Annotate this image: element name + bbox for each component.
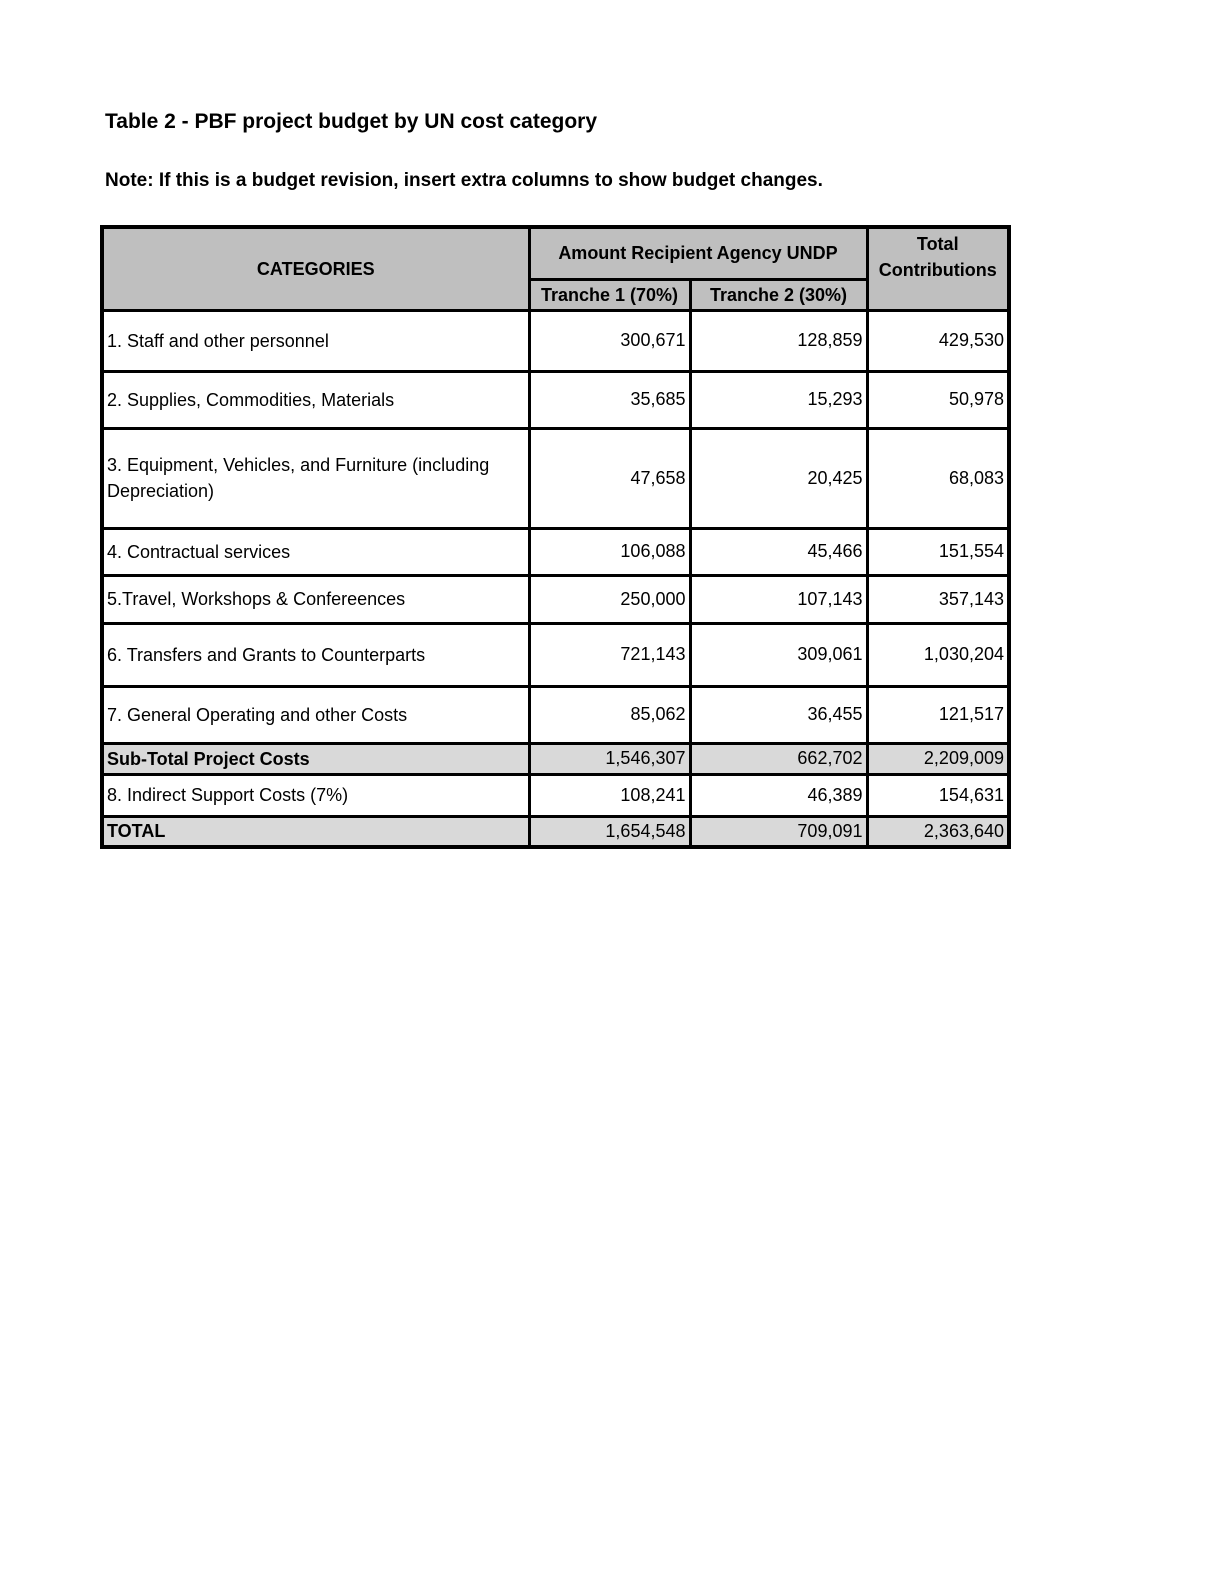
- row-total: 151,554: [867, 528, 1009, 575]
- grand-total-total: 2,363,640: [867, 816, 1009, 847]
- header-tranche-2: Tranche 2 (30%): [690, 279, 867, 310]
- row-tranche-1: 106,088: [529, 528, 690, 575]
- row-category: 2. Supplies, Commodities, Materials: [102, 371, 529, 428]
- row-category: 5.Travel, Workshops & Confereences: [102, 575, 529, 623]
- row-tranche-1: 300,671: [529, 310, 690, 371]
- row-tranche-1: 35,685: [529, 371, 690, 428]
- row-category: 1. Staff and other personnel: [102, 310, 529, 371]
- row-total: 357,143: [867, 575, 1009, 623]
- row-tranche-2: 36,455: [690, 686, 867, 743]
- row-tranche-2: 309,061: [690, 623, 867, 686]
- budget-table: [100, 225, 1011, 849]
- table-title: Table 2 - PBF project budget by UN cost category: [105, 110, 598, 133]
- row-total: 68,083: [867, 428, 1009, 528]
- indirect-label: 8. Indirect Support Costs (7%): [102, 774, 529, 816]
- subtotal-label: Sub-Total Project Costs: [102, 743, 529, 774]
- subtotal-tranche-2: 662,702: [690, 743, 867, 774]
- row-tranche-1: 250,000: [529, 575, 690, 623]
- header-amount-recipient: Amount Recipient Agency UNDP: [529, 227, 867, 279]
- subtotal-row: [102, 743, 1009, 774]
- row-category: 3. Equipment, Vehicles, and Furniture (including Depreciation): [102, 428, 529, 528]
- indirect-costs-row: [102, 774, 1009, 816]
- row-total: 50,978: [867, 371, 1009, 428]
- row-tranche-1: 85,062: [529, 686, 690, 743]
- table-row: [102, 528, 1009, 575]
- row-total: 121,517: [867, 686, 1009, 743]
- grand-total-row: [102, 816, 1009, 847]
- table-row: [102, 310, 1009, 371]
- row-tranche-2: 15,293: [690, 371, 867, 428]
- table-row: [102, 575, 1009, 623]
- row-category: 6. Transfers and Grants to Counterparts: [102, 623, 529, 686]
- row-tranche-2: 107,143: [690, 575, 867, 623]
- grand-total-tranche-2: 709,091: [690, 816, 867, 847]
- row-category: 7. General Operating and other Costs: [102, 686, 529, 743]
- table-row: [102, 428, 1009, 528]
- table-row: [102, 371, 1009, 428]
- header-categories: CATEGORIES: [102, 227, 529, 310]
- table-row: [102, 686, 1009, 743]
- grand-total-tranche-1: 1,654,548: [529, 816, 690, 847]
- row-tranche-1: 47,658: [529, 428, 690, 528]
- row-tranche-2: 128,859: [690, 310, 867, 371]
- subtotal-tranche-1: 1,546,307: [529, 743, 690, 774]
- row-total: 429,530: [867, 310, 1009, 371]
- budget-note: Note: If this is a budget revision, insert extra columns to show budget changes.: [105, 170, 823, 191]
- indirect-tranche-2: 46,389: [690, 774, 867, 816]
- row-tranche-1: 721,143: [529, 623, 690, 686]
- row-total: 1,030,204: [867, 623, 1009, 686]
- table-row: [102, 623, 1009, 686]
- indirect-tranche-1: 108,241: [529, 774, 690, 816]
- header-tranche-1: Tranche 1 (70%): [529, 279, 690, 310]
- row-category: 4. Contractual services: [102, 528, 529, 575]
- row-tranche-2: 20,425: [690, 428, 867, 528]
- subtotal-total: 2,209,009: [867, 743, 1009, 774]
- grand-total-label: TOTAL: [102, 816, 529, 847]
- row-tranche-2: 45,466: [690, 528, 867, 575]
- header-total-contributions: Total Contributions: [867, 227, 1009, 310]
- indirect-total: 154,631: [867, 774, 1009, 816]
